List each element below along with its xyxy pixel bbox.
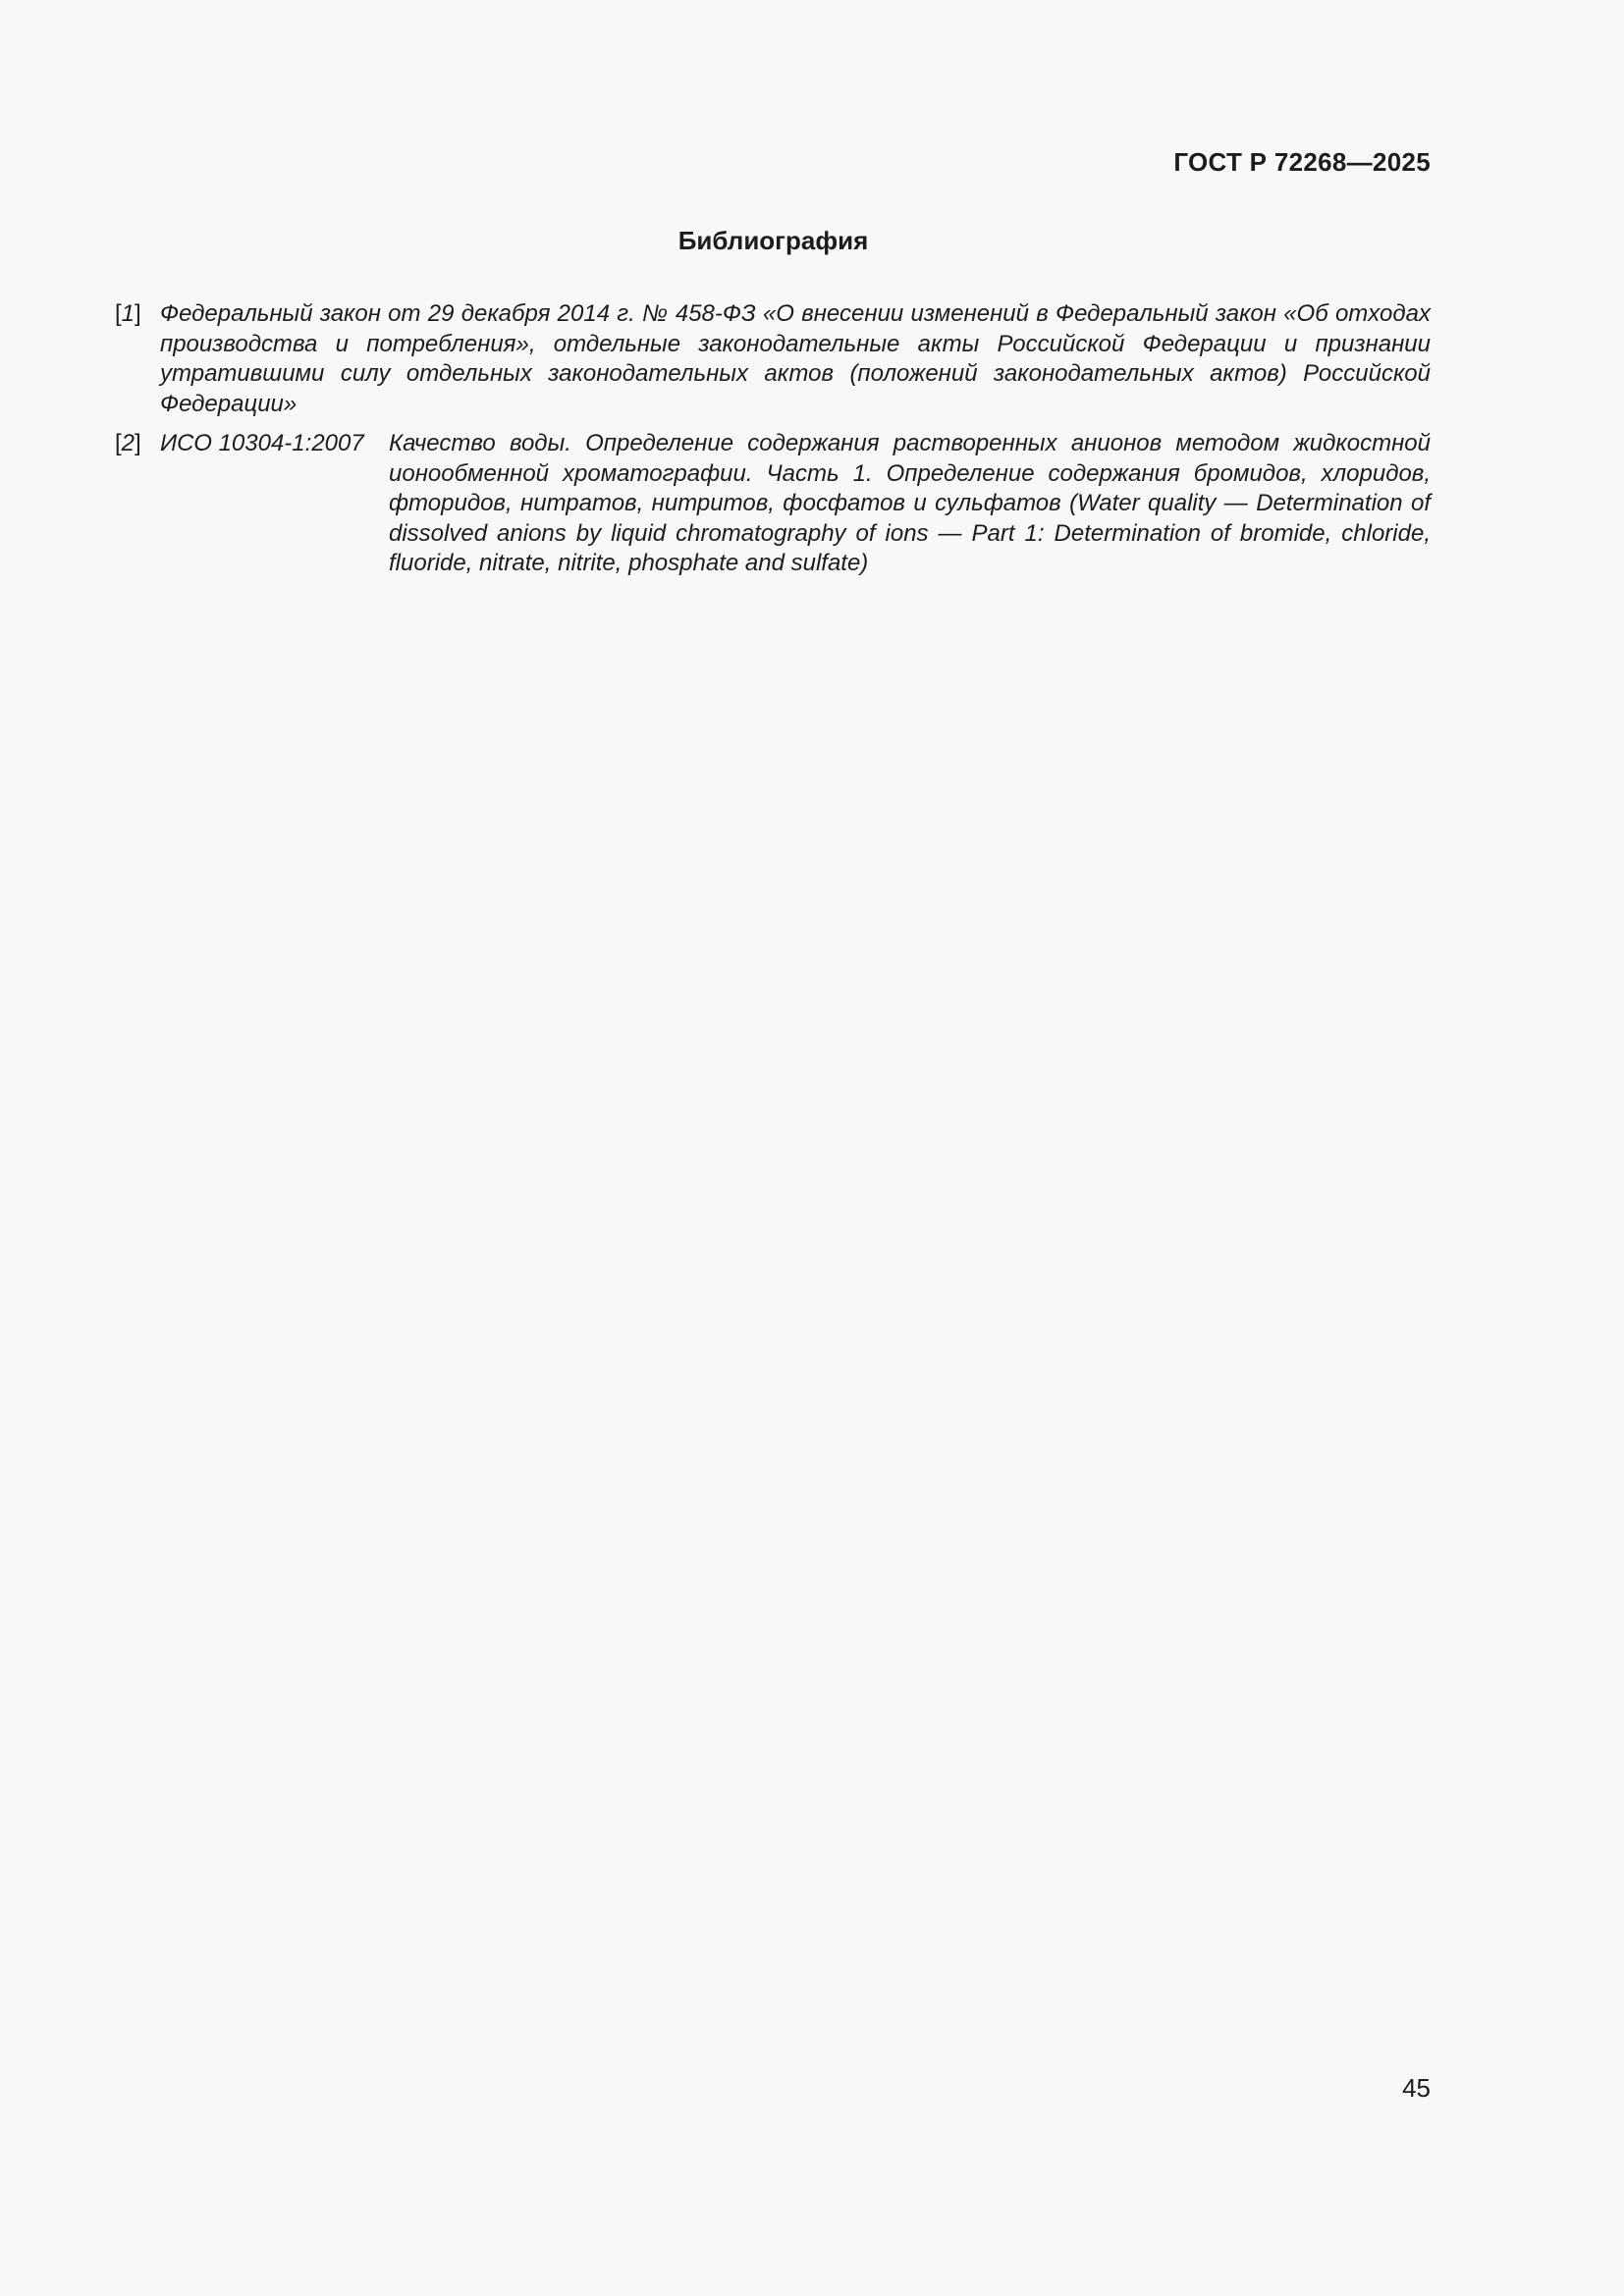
- entry-standard-code: ИСО 10304-1:2007: [160, 430, 364, 456]
- document-code: ГОСТ Р 72268—2025: [1173, 147, 1431, 177]
- entry-number: [1]: [115, 300, 141, 327]
- entry-standard-title: Качество воды. Определение содержания растворенных анионов методом жидкостной ионообменной хроматографии. Часть 1. Определение содержания бромидов, хлоридов, фторидов, нитратов, нитритов, фосфатов и сульфатов (Water quality — Determination of dissolved anions by liquid chromatography of ions — Part 1: Determination of bromide, chloride, fluoride, nitrate, nitrite, phosphate and sulfate): [389, 430, 1431, 576]
- bibliography-list: [115, 299, 1431, 589]
- bibliography-entry-1: [115, 299, 1431, 419]
- bibliography-entry-2: [115, 429, 1431, 579]
- entry-text: Федеральный закон от 29 декабря 2014 г. № 458-ФЗ «О внесении изменений в Федеральный закон «Об отходах производства и потребления», отдельные законодательные акты Российской Федерации и признании утратившими силу отдельных законодательных актов (положений законодательных актов) Российской Федерации»: [160, 300, 1431, 417]
- entry-number: [2]: [115, 430, 141, 456]
- section-title: Библиография: [677, 226, 869, 255]
- page-number: 45: [1402, 2073, 1431, 2103]
